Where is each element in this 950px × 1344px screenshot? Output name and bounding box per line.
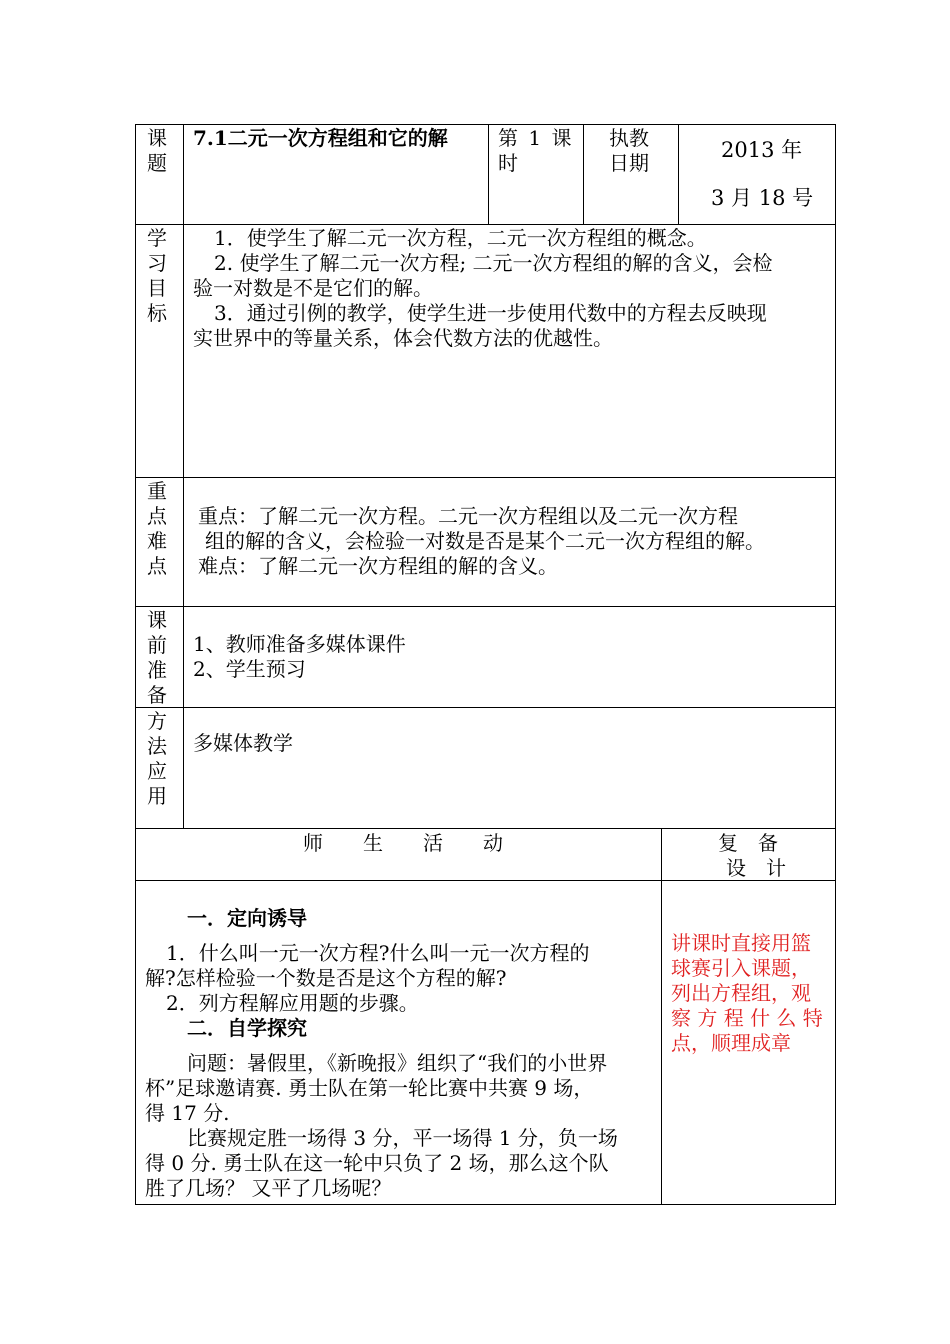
objective-line-3: 验一对数是不是它们的解。: [193, 276, 433, 300]
label-key-points: 重点难点: [147, 479, 167, 578]
section-2-title: 二．自学探究: [187, 1016, 307, 1040]
lesson-number: [498, 126, 578, 176]
label-topic: 课题: [147, 126, 167, 175]
key-point-line-3: 难点：了解二元一次方程组的解的含义。: [198, 554, 558, 578]
note-line-4: 察 方 程 什 么 特: [671, 1006, 823, 1030]
row-divider-3: [135, 606, 836, 607]
preparation-line-1: 1、教师准备多媒体课件: [193, 632, 406, 656]
table-border-top: [135, 124, 836, 125]
header-divider-lesson: [583, 124, 584, 225]
preparation-line-2: 2、学生预习: [193, 657, 306, 681]
header-divider-date: [678, 124, 679, 225]
objective-line-5: 实世界中的等量关系，体会代数方法的优越性。: [193, 326, 613, 350]
section-2-line-6: 胜了几场？ 又平了几场呢？: [145, 1176, 392, 1200]
label-date-text: 执教日期: [609, 126, 649, 175]
date-year: 2013 年: [721, 138, 803, 162]
objective-line-2: 2. 使学生了解二元一次方程; 二元一次方程组的解的含义，会检: [214, 251, 773, 275]
note-line-1: 讲课时直接用篮: [671, 931, 811, 955]
row-divider-2: [135, 477, 836, 478]
key-point-line-2: 组的解的含义，会检验一对数是否是某个二元一次方程组的解。: [205, 529, 765, 553]
section-2-line-1: 问题：暑假里，《新晚报》组织了“我们的小世界: [187, 1051, 608, 1075]
lesson-number-text: 第 1 课时: [498, 126, 574, 175]
key-point-line-1: 重点：了解二元一次方程。二元一次方程组以及二元一次方程: [198, 504, 738, 528]
section-2-line-3: 得 17 分.: [145, 1101, 230, 1125]
header-divider-topic: [488, 124, 489, 225]
section-1-line-1: 1．什么叫一元一次方程?什么叫一元一次方程的: [166, 941, 590, 965]
row-divider-1: [135, 224, 836, 225]
method-text: 多媒体教学: [193, 731, 293, 755]
section-1-line-3: 2．列方程解应用题的步骤。: [166, 991, 419, 1015]
section-2-line-4: 比赛规定胜一场得 3 分，平一场得 1 分，负一场: [187, 1126, 618, 1150]
table-border-right: [835, 124, 836, 1205]
table-border-bottom: [135, 1204, 836, 1205]
label-objectives: 学习目标: [147, 226, 167, 325]
activity-column-divider: [661, 828, 662, 1205]
note-line-3: 列出方程组，观: [671, 981, 811, 1005]
date-day: 3 月 18 号: [711, 186, 814, 210]
row-divider-4: [135, 707, 836, 708]
label-column-divider: [183, 124, 184, 829]
activity-header-left: 师 生 活 动: [303, 831, 503, 855]
note-line-5: 点，顺理成章: [671, 1031, 791, 1055]
row-divider-5: [135, 828, 836, 829]
section-2-line-5: 得 0 分. 勇士队在这一轮中只负了 2 场，那么这个队: [145, 1151, 609, 1175]
section-1-line-2: 解?怎样检验一个数是否是这个方程的解?: [145, 966, 507, 990]
activity-header-right-2: 设 计: [726, 856, 786, 880]
section-2-line-2: 杯”足球邀请赛. 勇士队在第一轮比赛中共赛 9 场，: [145, 1076, 594, 1100]
topic-title: 7.1二元一次方程组和它的解: [193, 126, 448, 150]
label-date: [609, 126, 655, 176]
section-1-title: 一．定向诱导: [187, 906, 307, 930]
activity-header-right-1: 复 备: [718, 831, 778, 855]
table-border-left: [135, 124, 136, 1205]
objective-line-4: 3．通过引例的教学，使学生进一步使用代数中的方程去反映现: [214, 301, 767, 325]
label-preparation: 课前准备: [147, 608, 167, 707]
label-method: 方法应用: [147, 709, 167, 808]
note-line-2: 球赛引入课题，: [671, 956, 811, 980]
objective-line-1: 1．使学生了解二元一次方程，二元一次方程组的概念。: [214, 226, 707, 250]
